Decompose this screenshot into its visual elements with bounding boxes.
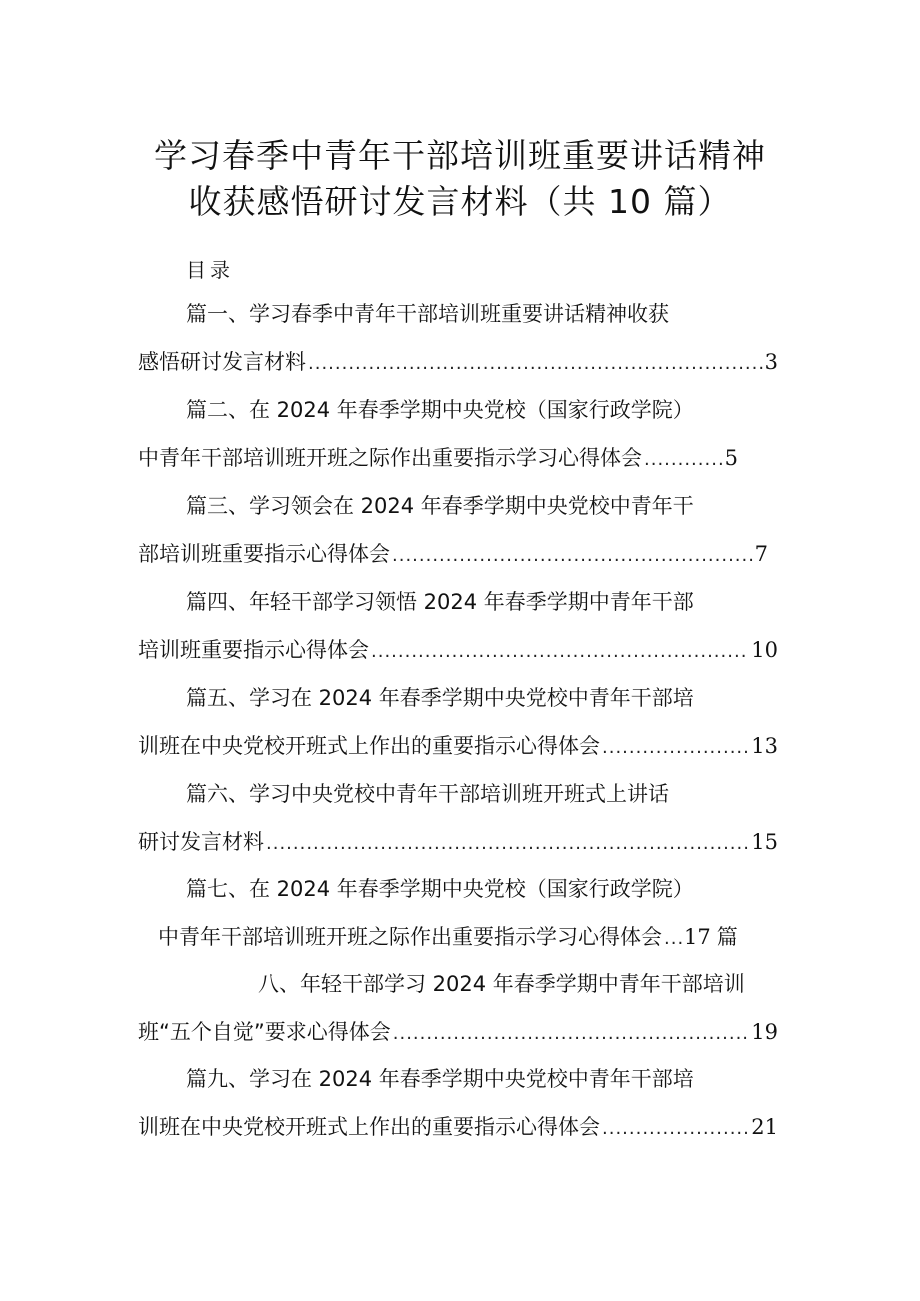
toc-entry-text: 训班在中央党校开班式上作出的重要指示心得体会 [138, 734, 600, 758]
toc-entry-text: 训班在中央党校开班式上作出的重要指示心得体会 [138, 1115, 600, 1139]
page-number: 5 [724, 446, 738, 470]
toc-entry-text: 中青年干部培训班开班之际作出重要指示学习心得体会 [138, 446, 642, 470]
dot-leader [266, 829, 749, 859]
dot-leader [664, 924, 682, 954]
document-title-line-1: 学习春季中青年干部培训班重要讲话精神 [154, 136, 766, 175]
dot-leader [393, 1019, 750, 1049]
toc-entry-text: 中青年干部培训班开班之际作出重要指示学习心得体会 [158, 925, 662, 949]
toc-entry-text: 培训班重要指示心得体会 [138, 638, 369, 662]
toc-entry-text: 研讨发言材料 [138, 830, 264, 854]
wrapped-heading-prefix: 篇 [716, 925, 738, 949]
page-number: 17 [684, 925, 711, 949]
dot-leader [308, 349, 763, 379]
toc-entry-text: 部培训班重要指示心得体会 [138, 542, 390, 566]
dot-leader [644, 445, 723, 475]
toc-entry-9-line-2[interactable] [138, 1112, 778, 1144]
toc-entry-3-line-1: 篇三、学习领会在 2024 年春季学期中央党校中青年干 [186, 494, 694, 518]
toc-entry-1-line-1: 篇一、学习春季中青年干部培训班重要讲话精神收获 [186, 302, 669, 326]
page-number: 19 [751, 1020, 778, 1044]
toc-entry-2-line-1: 篇二、在 2024 年春季学期中央党校（国家行政学院） [186, 398, 694, 422]
dot-leader [392, 541, 753, 571]
toc-entry-3-line-2[interactable] [138, 539, 768, 571]
toc-entry-7-line-2[interactable] [158, 922, 788, 954]
toc-entry-8-line-1: 八、年轻干部学习 2024 年春季学期中青年干部培训 [258, 972, 745, 996]
toc-entry-9-line-1: 篇九、学习在 2024 年春季学期中央党校中青年干部培 [186, 1067, 694, 1091]
page-number: 3 [764, 350, 778, 374]
toc-entry-text: 感悟研讨发言材料 [138, 350, 306, 374]
toc-heading: 目录 [186, 258, 234, 282]
toc-entry-1-line-2[interactable] [138, 347, 778, 379]
toc-entry-7-line-1: 篇七、在 2024 年春季学期中央党校（国家行政学院） [186, 877, 694, 901]
page-number: 10 [751, 638, 778, 662]
dot-leader [602, 1114, 749, 1144]
toc-entry-4-line-1: 篇四、年轻干部学习领悟 2024 年春季学期中青年干部 [186, 590, 694, 614]
page-number: 13 [751, 734, 778, 758]
toc-entry-8-line-2[interactable] [138, 1017, 778, 1049]
dot-leader [371, 637, 749, 667]
toc-entry-text: 班“五个自觉”要求心得体会 [138, 1020, 391, 1044]
toc-entry-4-line-2[interactable] [138, 635, 778, 667]
toc-entry-6-line-2[interactable] [138, 827, 778, 859]
toc-entry-5-line-2[interactable] [138, 731, 778, 763]
toc-entry-5-line-1: 篇五、学习在 2024 年春季学期中央党校中青年干部培 [186, 686, 694, 710]
toc-entry-2-line-2[interactable] [138, 443, 738, 475]
page-number: 15 [751, 830, 778, 854]
page-number: 21 [751, 1115, 778, 1139]
document-title-line-2: 收获感悟研讨发言材料（共 10 篇） [188, 182, 732, 221]
toc-entry-6-line-1: 篇六、学习中央党校中青年干部培训班开班式上讲话 [186, 782, 669, 806]
dot-leader [602, 733, 749, 763]
page-number: 7 [754, 542, 768, 566]
